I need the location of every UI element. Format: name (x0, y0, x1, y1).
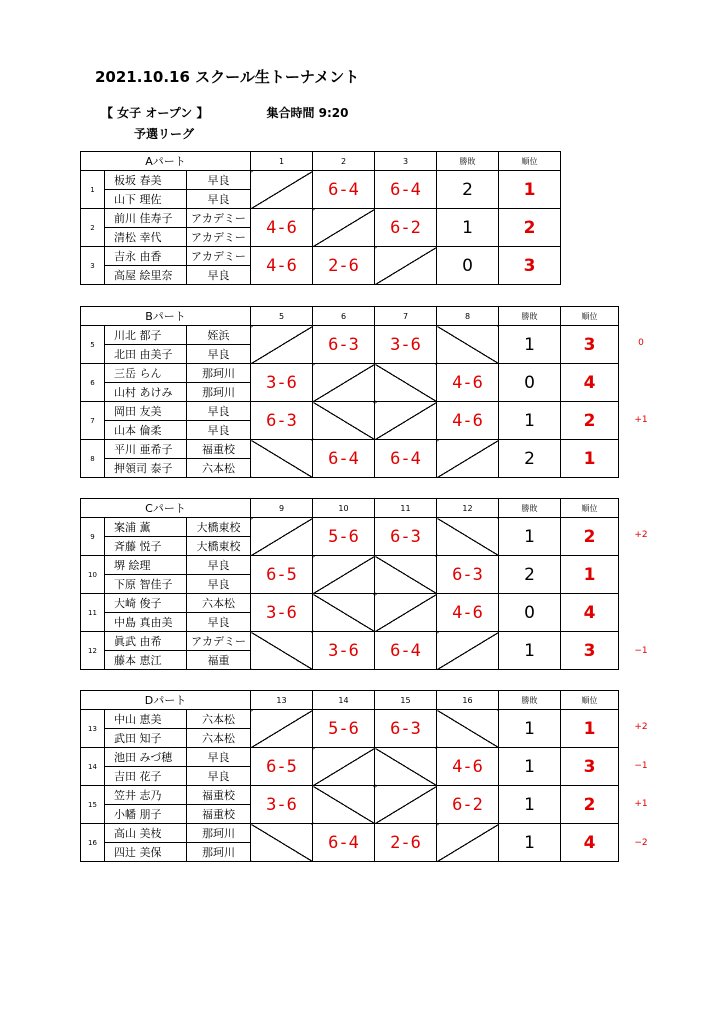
player-name: 川北 都子 (105, 326, 187, 345)
player-name: 吉田 花子 (105, 767, 187, 786)
team-number: 12 (81, 632, 105, 670)
win-count: 1 (499, 518, 561, 556)
score-cell: 6-5 (251, 556, 313, 594)
team-row (81, 440, 619, 459)
score-cell: 3-6 (313, 632, 375, 670)
blank-header (561, 152, 619, 171)
player-club: 早良 (187, 171, 251, 190)
player-name: 押領司 泰子 (105, 459, 187, 478)
score-cell (313, 748, 375, 786)
team-row (81, 364, 619, 383)
player-name: 北田 由美子 (105, 345, 187, 364)
score-cell (437, 440, 499, 478)
score-cell (313, 364, 375, 402)
column-header: 14 (313, 691, 375, 710)
score-cell: 5-6 (313, 710, 375, 748)
column-header: 13 (251, 691, 313, 710)
player-club: アカデミー (187, 228, 251, 247)
player-name: 案浦 薫 (105, 518, 187, 537)
player-club: 六本松 (187, 729, 251, 748)
score-cell: 4-6 (437, 364, 499, 402)
team-number: 2 (81, 209, 105, 247)
win-count: 2 (437, 171, 499, 209)
win-count: 0 (499, 364, 561, 402)
result-header: 勝敗 (499, 307, 561, 326)
team-row (81, 209, 619, 228)
player-club: 早良 (187, 402, 251, 421)
team-number: 5 (81, 326, 105, 364)
player-name: 山村 あけみ (105, 383, 187, 402)
column-header: 5 (251, 307, 313, 326)
player-name: 三岳 らん (105, 364, 187, 383)
win-count: 0 (499, 594, 561, 632)
win-count: 1 (499, 326, 561, 364)
player-club: 早良 (187, 421, 251, 440)
player-club: 早良 (187, 345, 251, 364)
score-cell (437, 710, 499, 748)
league-label: 予選リーグ (134, 127, 195, 141)
team-row (81, 748, 619, 767)
rank-header: 順位 (499, 152, 561, 171)
player-name: 清松 幸代 (105, 228, 187, 247)
rank-adjust-note: −1 (634, 645, 648, 656)
score-cell (437, 632, 499, 670)
column-header: 16 (437, 691, 499, 710)
rank-value: 3 (499, 247, 561, 285)
team-number: 15 (81, 786, 105, 824)
team-number: 10 (81, 556, 105, 594)
player-club: アカデミー (187, 632, 251, 651)
player-name: 池田 みづ穂 (105, 748, 187, 767)
score-cell: 5-6 (313, 518, 375, 556)
pool-name: Cパート (81, 499, 251, 518)
player-name: 吉永 由香 (105, 247, 187, 266)
column-header: 9 (251, 499, 313, 518)
team-number: 16 (81, 824, 105, 862)
blank-cell (561, 171, 619, 209)
player-club: 那珂川 (187, 824, 251, 843)
column-header: 12 (437, 499, 499, 518)
score-cell: 4-6 (437, 748, 499, 786)
score-cell: 6-4 (375, 632, 437, 670)
player-name: 四辻 美保 (105, 843, 187, 862)
score-cell: 6-4 (375, 171, 437, 209)
player-name: 前川 佳寿子 (105, 209, 187, 228)
player-name: 下原 智佳子 (105, 575, 187, 594)
score-cell (251, 171, 313, 209)
score-cell (313, 209, 375, 247)
pool-header-row (81, 307, 619, 326)
team-row (81, 824, 619, 843)
column-header: 3 (375, 152, 437, 171)
player-club: 福重 (187, 651, 251, 670)
result-header: 勝敗 (499, 691, 561, 710)
pool-name: Bパート (81, 307, 251, 326)
score-cell (437, 518, 499, 556)
column-header: 8 (437, 307, 499, 326)
score-cell (437, 326, 499, 364)
player-name: 中島 真由美 (105, 613, 187, 632)
rank-value: 1 (561, 556, 619, 594)
player-club: 大橋東校 (187, 518, 251, 537)
score-cell (375, 402, 437, 440)
rank-value: 2 (499, 209, 561, 247)
pool-header-row (81, 152, 619, 171)
blank-cell (561, 209, 619, 247)
rank-value: 1 (499, 171, 561, 209)
win-count: 2 (499, 556, 561, 594)
score-cell: 6-4 (375, 440, 437, 478)
player-name: 岡田 友美 (105, 402, 187, 421)
score-cell: 6-3 (437, 556, 499, 594)
rank-value: 1 (561, 710, 619, 748)
score-cell: 6-5 (251, 748, 313, 786)
player-club: 福重校 (187, 786, 251, 805)
score-cell: 3-6 (251, 594, 313, 632)
player-club: 那珂川 (187, 383, 251, 402)
result-header: 勝敗 (437, 152, 499, 171)
score-cell: 6-4 (313, 824, 375, 862)
score-cell: 6-3 (375, 710, 437, 748)
player-club: 早良 (187, 767, 251, 786)
win-count: 1 (499, 786, 561, 824)
column-header: 15 (375, 691, 437, 710)
rank-value: 2 (561, 518, 619, 556)
team-number: 7 (81, 402, 105, 440)
score-cell: 4-6 (251, 247, 313, 285)
team-row (81, 518, 619, 537)
player-club: 福重校 (187, 440, 251, 459)
win-count: 0 (437, 247, 499, 285)
rank-adjust-note: +2 (634, 722, 648, 732)
win-count: 1 (499, 632, 561, 670)
win-count: 2 (499, 440, 561, 478)
score-cell (375, 556, 437, 594)
player-name: 堺 絵理 (105, 556, 187, 575)
player-club: 大橋東校 (187, 537, 251, 556)
score-cell: 6-2 (375, 209, 437, 247)
rank-header: 順位 (561, 691, 619, 710)
pool-table (80, 306, 619, 478)
pool-name: Aパート (81, 152, 251, 171)
player-name: 板坂 春美 (105, 171, 187, 190)
column-header: 10 (313, 499, 375, 518)
player-name: 斉藤 悦子 (105, 537, 187, 556)
player-name: 中山 恵美 (105, 710, 187, 729)
player-name: 笠井 志乃 (105, 786, 187, 805)
player-name: 藤本 恵江 (105, 651, 187, 670)
team-row (81, 171, 619, 190)
team-number: 14 (81, 748, 105, 786)
team-number: 6 (81, 364, 105, 402)
score-cell (375, 748, 437, 786)
team-number: 3 (81, 247, 105, 285)
player-club: 六本松 (187, 710, 251, 729)
win-count: 1 (499, 710, 561, 748)
score-cell: 4-6 (437, 594, 499, 632)
player-club: 姪浜 (187, 326, 251, 345)
rank-adjust-note: 0 (638, 338, 644, 348)
player-club: 早良 (187, 748, 251, 767)
player-club: 早良 (187, 575, 251, 594)
player-club: 那珂川 (187, 843, 251, 862)
player-name: 山本 倫柔 (105, 421, 187, 440)
player-name: 眞武 由希 (105, 632, 187, 651)
column-header: 1 (251, 152, 313, 171)
pool-name: Dパート (81, 691, 251, 710)
rank-value: 3 (561, 326, 619, 364)
score-cell: 4-6 (437, 402, 499, 440)
player-name: 高屋 絵里奈 (105, 266, 187, 285)
player-name: 高山 美枝 (105, 824, 187, 843)
win-count: 1 (499, 402, 561, 440)
rank-adjust-note: +1 (634, 415, 648, 425)
rank-value: 2 (561, 402, 619, 440)
subtitle (101, 104, 349, 121)
score-cell (251, 518, 313, 556)
player-club: 那珂川 (187, 364, 251, 383)
result-header: 勝敗 (499, 499, 561, 518)
score-cell (251, 710, 313, 748)
assembly-time: 集合時間 9:20 (266, 106, 349, 120)
page-title: 2021.10.16 スクール生トーナメント (95, 68, 360, 86)
rank-header: 順位 (561, 499, 619, 518)
pool-table (80, 498, 619, 670)
team-row (81, 710, 619, 729)
column-header: 7 (375, 307, 437, 326)
score-cell (375, 247, 437, 285)
player-club: 早良 (187, 266, 251, 285)
score-cell (251, 824, 313, 862)
score-cell (437, 824, 499, 862)
score-cell: 6-3 (313, 326, 375, 364)
rank-adjust-note: +1 (634, 799, 648, 809)
team-row (81, 326, 619, 345)
score-cell (313, 594, 375, 632)
rank-value: 2 (561, 786, 619, 824)
score-cell: 6-2 (437, 786, 499, 824)
player-name: 小幡 朋子 (105, 805, 187, 824)
rank-adjust-note: −2 (634, 837, 648, 848)
team-number: 9 (81, 518, 105, 556)
column-header: 11 (375, 499, 437, 518)
player-club: 早良 (187, 613, 251, 632)
win-count: 1 (499, 748, 561, 786)
team-row (81, 786, 619, 805)
score-cell (313, 556, 375, 594)
score-cell: 6-3 (375, 518, 437, 556)
score-cell: 6-3 (251, 402, 313, 440)
pool-table (80, 151, 619, 285)
score-cell: 3-6 (375, 326, 437, 364)
score-cell (313, 786, 375, 824)
score-cell (375, 364, 437, 402)
team-row (81, 556, 619, 575)
score-cell: 3-6 (251, 364, 313, 402)
rank-value: 1 (561, 440, 619, 478)
pool-header-row (81, 691, 619, 710)
player-name: 大崎 俊子 (105, 594, 187, 613)
team-number: 11 (81, 594, 105, 632)
team-row (81, 247, 619, 266)
pool-header-row (81, 499, 619, 518)
blank-cell (561, 247, 619, 285)
team-row (81, 594, 619, 613)
score-cell: 2-6 (375, 824, 437, 862)
team-number: 13 (81, 710, 105, 748)
rank-value: 4 (561, 824, 619, 862)
win-count: 1 (437, 209, 499, 247)
player-club: 福重校 (187, 805, 251, 824)
column-header: 2 (313, 152, 375, 171)
team-row (81, 632, 619, 651)
score-cell (375, 594, 437, 632)
player-club: 早良 (187, 190, 251, 209)
score-cell (251, 440, 313, 478)
team-number: 8 (81, 440, 105, 478)
player-name: 武田 知子 (105, 729, 187, 748)
player-name: 山下 理佐 (105, 190, 187, 209)
win-count: 1 (499, 824, 561, 862)
rank-adjust-note: +2 (634, 530, 648, 540)
player-name: 平川 亜希子 (105, 440, 187, 459)
player-club: 六本松 (187, 459, 251, 478)
team-row (81, 402, 619, 421)
score-cell (313, 402, 375, 440)
score-cell (251, 326, 313, 364)
score-cell: 3-6 (251, 786, 313, 824)
rank-value: 4 (561, 364, 619, 402)
player-club: 六本松 (187, 594, 251, 613)
team-number: 1 (81, 171, 105, 209)
column-header: 6 (313, 307, 375, 326)
rank-value: 3 (561, 632, 619, 670)
rank-value: 4 (561, 594, 619, 632)
score-cell: 2-6 (313, 247, 375, 285)
pool-table (80, 690, 619, 862)
rank-value: 3 (561, 748, 619, 786)
player-club: 早良 (187, 556, 251, 575)
rank-adjust-note: −1 (634, 760, 648, 771)
score-cell: 6-4 (313, 440, 375, 478)
score-cell: 6-4 (313, 171, 375, 209)
category-label: 【 女子 オープン 】 (101, 106, 209, 120)
score-cell (375, 786, 437, 824)
score-cell (251, 632, 313, 670)
player-club: アカデミー (187, 247, 251, 266)
score-cell: 4-6 (251, 209, 313, 247)
player-club: アカデミー (187, 209, 251, 228)
rank-header: 順位 (561, 307, 619, 326)
